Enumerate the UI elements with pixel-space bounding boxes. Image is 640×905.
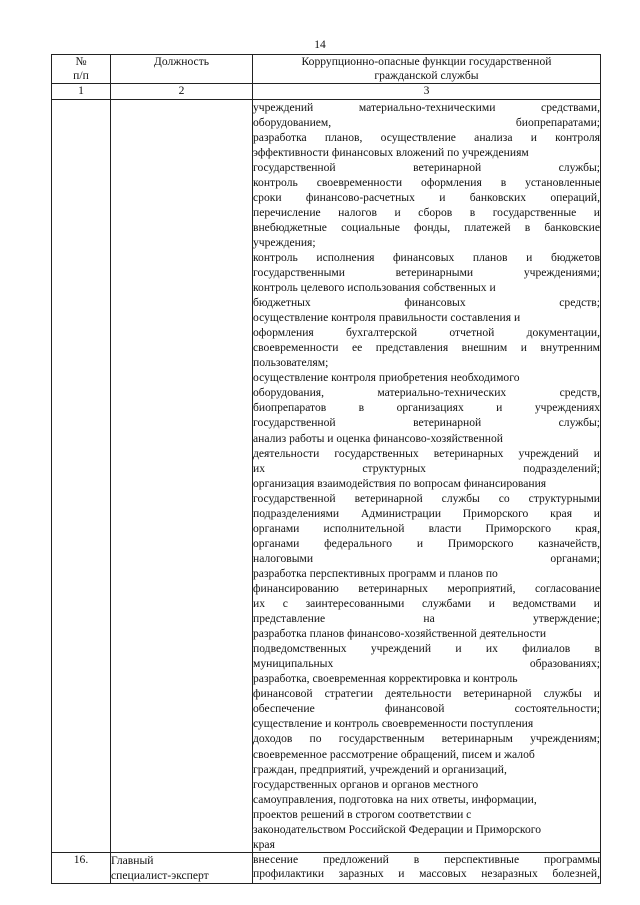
- function-line: разработка, своевременная корректировка и контроль: [253, 672, 518, 686]
- row-index: 16.: [52, 852, 111, 883]
- table-row-16: [52, 852, 601, 883]
- column-number-2: 2: [111, 84, 253, 100]
- function-line: подведомственных учреждений и их филиалов в: [253, 642, 600, 656]
- column-number-1: 1: [52, 84, 111, 100]
- function-line: сроки финансово-расчетных и банковских операций,: [253, 190, 600, 204]
- header-number: [52, 55, 111, 84]
- function-line: внесение предложений в перспективные программы: [253, 852, 600, 866]
- function-line: обеспечение финансовой состоятельности;: [253, 702, 600, 716]
- continued-position-cell: [111, 99, 253, 852]
- function-line: разработка перспективных программ и планов по: [253, 566, 498, 580]
- function-line: организация взаимодействия по вопросам финансирования: [253, 476, 547, 490]
- header-position-label: Должность: [153, 55, 210, 68]
- function-line: существление и контроль своевременности поступления: [253, 717, 534, 731]
- function-line: оборудованием, биопрепаратами;: [253, 115, 600, 129]
- function-line: органами федерального и Приморского казначейств,: [253, 536, 600, 550]
- column-number-3: 3: [253, 84, 601, 100]
- function-line: осуществление контроля правильности составления и: [253, 311, 521, 325]
- function-line: биопрепаратов в организациях и учреждениях: [253, 401, 600, 415]
- function-line: законодательством Российской Федерации и Приморского: [253, 822, 542, 836]
- function-line: края: [253, 837, 275, 851]
- continued-index-cell: [52, 99, 111, 852]
- header-position: [111, 55, 253, 84]
- function-line: бюджетных финансовых средств;: [253, 296, 600, 310]
- function-line: их структурных подразделений;: [253, 461, 600, 475]
- header-number-line2: п/п: [73, 69, 89, 82]
- function-line: оборудования, материально-технических средств,: [253, 386, 600, 400]
- function-line: государственной ветеринарной службы;: [253, 160, 600, 174]
- row-position-line1: Главный: [111, 853, 154, 867]
- function-line: государственными ветеринарными учреждениями;: [253, 266, 600, 280]
- function-line: своевременное рассмотрение обращений, писем и жалоб: [253, 747, 535, 761]
- function-line: финансированию ветеринарных мероприятий, согласование: [253, 582, 600, 595]
- function-line: своевременности ее представления внешним и внутренним: [253, 341, 600, 355]
- page-number: 14: [314, 39, 326, 51]
- function-line: контроль своевременности оформления в установленные: [253, 175, 600, 189]
- function-line: доходов по государственным ветеринарным учреждениям;: [253, 732, 600, 746]
- row-position: [111, 852, 253, 883]
- table-header-row: [52, 55, 601, 84]
- table-row-continued: [52, 99, 601, 852]
- function-line: государственной ветеринарной службы;: [253, 416, 600, 430]
- header-number-line1: №: [75, 55, 87, 68]
- function-line: граждан, предприятий, учреждений и организаций,: [253, 762, 507, 776]
- function-line: налоговыми органами;: [253, 551, 600, 565]
- function-line: контроль целевого использования собственных и: [253, 281, 496, 295]
- function-line: финансовой стратегии деятельности ветеринарной службы и: [253, 687, 600, 701]
- function-line: перечисление налогов и сборов в государственные и: [253, 205, 600, 219]
- function-line: подразделениями Администрации Приморского края и: [253, 506, 600, 520]
- function-line: муниципальных образованиях;: [253, 657, 600, 671]
- function-line: самоуправления, подготовка на них ответы, информации,: [253, 792, 537, 806]
- row-position-line2: специалист-эксперт: [111, 868, 209, 882]
- function-line: представление на утверждение;: [253, 612, 600, 626]
- function-line: анализ работы и оценка финансово-хозяйственной: [253, 431, 503, 445]
- function-line: осуществление контроля приобретения необходимого: [253, 371, 520, 385]
- function-line: их с заинтересованными службами и ведомствами и: [253, 597, 600, 611]
- column-number-row: [52, 84, 601, 100]
- function-line: проектов решений в строгом соответствии с: [253, 807, 472, 821]
- function-line: государственных органов и органов местного: [253, 777, 479, 791]
- function-line: пользователям;: [253, 356, 329, 370]
- header-functions-line1: Коррупционно-опасные функции государственной: [301, 55, 552, 68]
- function-line: учреждений материально-техническими средствами,: [253, 100, 600, 114]
- function-line: профилактики заразных и массовых незаразных болезней,: [253, 867, 600, 881]
- function-line: разработка планов финансово-хозяйственной деятельности: [253, 627, 547, 641]
- function-line: оформления бухгалтерской отчетной документации,: [253, 326, 600, 340]
- continued-functions-cell: [253, 99, 601, 852]
- function-line: эффективности финансовых вложений по учреждениям: [253, 145, 529, 159]
- header-functions-line2: гражданской службы: [374, 69, 479, 82]
- function-line: внебюджетные социальные фонды, платежей в банковские: [253, 220, 600, 234]
- function-line: учреждения;: [253, 235, 316, 249]
- header-functions: [253, 55, 601, 84]
- corruption-functions-table: [51, 54, 601, 884]
- row-functions: [253, 852, 601, 883]
- function-line: государственной ветеринарной службы со структурными: [253, 491, 600, 505]
- function-line: разработка планов, осуществление анализа и контроля: [253, 130, 600, 144]
- function-line: деятельности государственных ветеринарных учреждений и: [253, 446, 600, 460]
- function-line: органами исполнительной власти Приморского края,: [253, 521, 600, 535]
- function-line: контроль исполнения финансовых планов и бюджетов: [253, 250, 600, 264]
